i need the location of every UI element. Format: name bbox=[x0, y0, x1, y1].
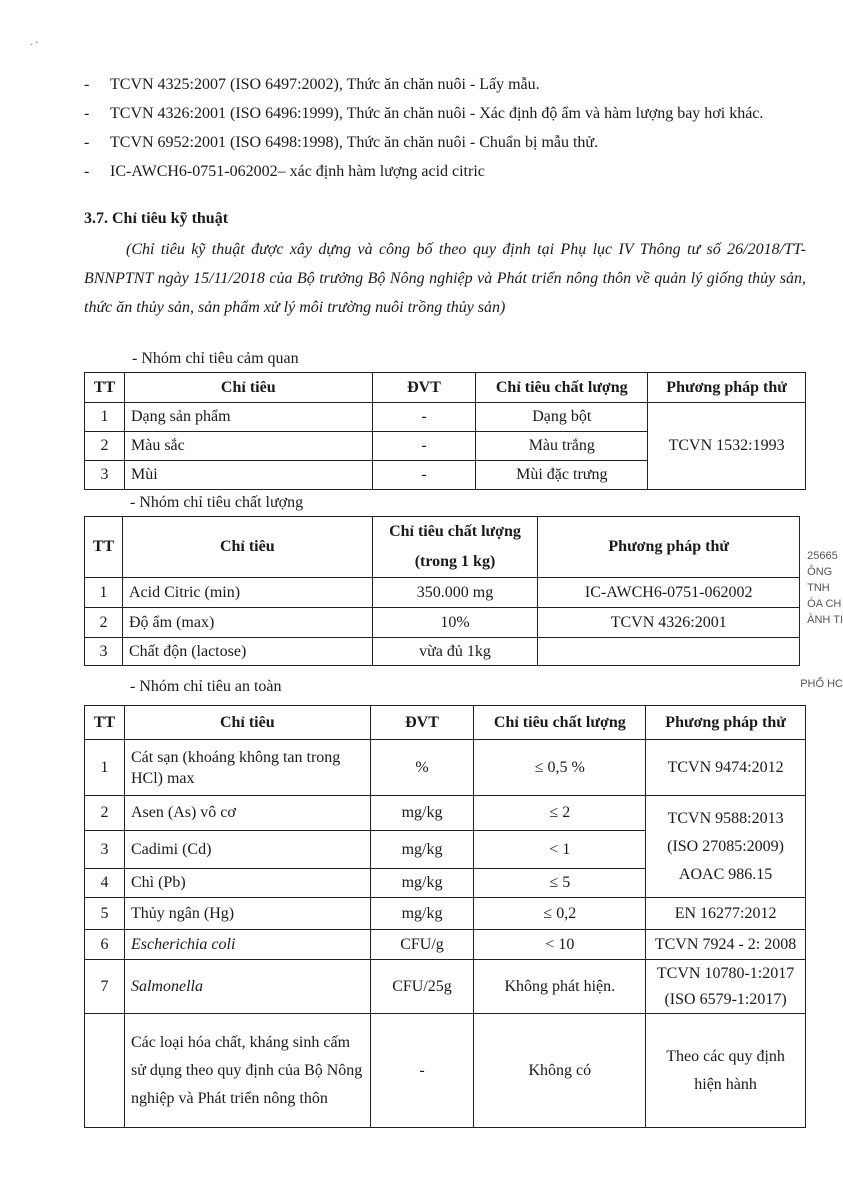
cell: Cát sạn (khoáng không tan trong HCl) max bbox=[124, 740, 370, 796]
cell: Mùi đặc trưng bbox=[476, 461, 648, 490]
cell: Màu trắng bbox=[476, 432, 648, 461]
header-cell: Chỉ tiêu bbox=[124, 373, 372, 403]
table-row bbox=[85, 403, 806, 432]
cell: Chì (Pb) bbox=[124, 869, 370, 898]
cell: 1 bbox=[85, 578, 123, 608]
cell: 10% bbox=[372, 608, 538, 638]
table-row bbox=[85, 930, 806, 960]
cell: ≤ 5 bbox=[474, 869, 646, 898]
cell: ≤ 0,2 bbox=[474, 898, 646, 930]
table-row bbox=[85, 1014, 806, 1128]
cell: Salmonella bbox=[124, 960, 370, 1014]
list-item: - TCVN 4326:2001 (ISO 6496:1999), Thức ăn chăn nuôi - Xác định độ ẩm và hàm lượng bay hơi khác. bbox=[84, 105, 764, 122]
cell: - bbox=[372, 461, 476, 490]
cell: Theo các quy định hiện hành bbox=[646, 1014, 806, 1128]
cell: Không có bbox=[474, 1014, 646, 1128]
quality-table bbox=[84, 516, 800, 666]
cell: - bbox=[372, 403, 476, 432]
cell: mg/kg bbox=[370, 831, 474, 869]
cell: 1 bbox=[85, 403, 125, 432]
standards-list bbox=[84, 70, 804, 186]
table-header-row bbox=[85, 517, 800, 578]
cell: - bbox=[370, 1014, 474, 1128]
cell: Màu sắc bbox=[124, 432, 372, 461]
cell: 5 bbox=[85, 898, 125, 930]
method-cell: TCVN 1532:1993 bbox=[648, 403, 806, 490]
safety-table bbox=[84, 705, 806, 1128]
table-header-row bbox=[85, 373, 806, 403]
list-item: - TCVN 6952:2001 (ISO 6498:1998), Thức ăn chăn nuôi - Chuẩn bị mẫu thử. bbox=[84, 134, 599, 151]
header-cell: TT bbox=[85, 373, 125, 403]
table-header-row bbox=[85, 706, 806, 740]
list-item: - TCVN 4325:2007 (ISO 6497:2002), Thức ăn chăn nuôi - Lấy mẫu. bbox=[84, 76, 540, 93]
table-row bbox=[85, 578, 800, 608]
table-row bbox=[85, 898, 806, 930]
cell: mg/kg bbox=[370, 869, 474, 898]
cell: Asen (As) vô cơ bbox=[124, 796, 370, 831]
cell: Dạng sản phẩm bbox=[124, 403, 372, 432]
header-cell: Chỉ tiêu chất lượng bbox=[474, 706, 646, 740]
cell: 3 bbox=[85, 638, 123, 666]
table-row bbox=[85, 740, 806, 796]
cell: % bbox=[370, 740, 474, 796]
cell: 3 bbox=[85, 831, 125, 869]
header-cell: Phương pháp thử bbox=[538, 517, 800, 578]
cell: 4 bbox=[85, 869, 125, 898]
cell: Thủy ngân (Hg) bbox=[124, 898, 370, 930]
group-label-safety: - Nhóm chỉ tiêu an toàn bbox=[130, 678, 282, 695]
cell: Cadimi (Cd) bbox=[124, 831, 370, 869]
group-label-sensory: - Nhóm chỉ tiêu cảm quan bbox=[132, 350, 299, 367]
cell: TCVN 10780-1:2017 (ISO 6579-1:2017) bbox=[646, 960, 806, 1014]
cell bbox=[538, 638, 800, 666]
header-cell: Chỉ tiêu bbox=[124, 706, 370, 740]
cell: IC-AWCH6-0751-062002 bbox=[538, 578, 800, 608]
cell: vừa đủ 1kg bbox=[372, 638, 538, 666]
cell: Mùi bbox=[124, 461, 372, 490]
header-cell: Chỉ tiêu chất lượng (trong 1 kg) bbox=[372, 517, 538, 578]
cell: ≤ 0,5 % bbox=[474, 740, 646, 796]
cell: < 1 bbox=[474, 831, 646, 869]
stamp-fragment: PHỐ HC bbox=[800, 678, 843, 690]
cell: Không phát hiện. bbox=[474, 960, 646, 1014]
cell: mg/kg bbox=[370, 796, 474, 831]
table-row bbox=[85, 638, 800, 666]
scan-speck: · ' bbox=[30, 40, 38, 51]
header-cell: TT bbox=[85, 517, 123, 578]
cell: Chất độn (lactose) bbox=[122, 638, 372, 666]
cell: TCVN 4326:2001 bbox=[538, 608, 800, 638]
header-cell: Phương pháp thử bbox=[646, 706, 806, 740]
table-row bbox=[85, 960, 806, 1014]
cell: 2 bbox=[85, 608, 123, 638]
header-cell: Chỉ tiêu chất lượng bbox=[476, 373, 648, 403]
cell bbox=[85, 1014, 125, 1128]
header-cell: ĐVT bbox=[372, 373, 476, 403]
list-item: - IC-AWCH6-0751-062002– xác định hàm lượng acid citric bbox=[84, 163, 485, 180]
cell: mg/kg bbox=[370, 898, 474, 930]
header-cell: Phương pháp thử bbox=[648, 373, 806, 403]
cell: Escherichia coli bbox=[124, 930, 370, 960]
table-row bbox=[85, 608, 800, 638]
cell: ≤ 2 bbox=[474, 796, 646, 831]
cell: TCVN 7924 - 2: 2008 bbox=[646, 930, 806, 960]
group-label-quality: - Nhóm chỉ tiêu chất lượng bbox=[130, 494, 304, 511]
cell: 2 bbox=[85, 796, 125, 831]
cell: - bbox=[372, 432, 476, 461]
cell: 350.000 mg bbox=[372, 578, 538, 608]
cell: < 10 bbox=[474, 930, 646, 960]
sensory-table bbox=[84, 372, 806, 490]
cell: 6 bbox=[85, 930, 125, 960]
cell: CFU/25g bbox=[370, 960, 474, 1014]
stamp-fragment: 25665 ÔNG TNH ÓA CH ÀNH TI bbox=[807, 550, 843, 626]
section-title: 3.7. Chỉ tiêu kỹ thuật bbox=[84, 210, 229, 227]
cell: Acid Citric (min) bbox=[122, 578, 372, 608]
method-cell: TCVN 9588:2013 (ISO 27085:2009) AOAC 986.15 bbox=[646, 796, 806, 898]
cell: Dạng bột bbox=[476, 403, 648, 432]
cell: 7 bbox=[85, 960, 125, 1014]
header-cell: TT bbox=[85, 706, 125, 740]
table-row bbox=[85, 796, 806, 831]
cell: 2 bbox=[85, 432, 125, 461]
cell: EN 16277:2012 bbox=[646, 898, 806, 930]
cell: 1 bbox=[85, 740, 125, 796]
cell: Các loại hóa chất, kháng sinh cấm sử dụng theo quy định của Bộ Nông nghiệp và Phát triển nông thôn bbox=[124, 1014, 370, 1128]
cell: TCVN 9474:2012 bbox=[646, 740, 806, 796]
cell: 3 bbox=[85, 461, 125, 490]
section-note: (Chỉ tiêu kỹ thuật được xây dựng và công bố theo quy định tại Phụ lục IV Thông tư số 26/2018/TT-BNNPTNT ngày 15/11/2018 của Bộ trưởng Bộ Nông nghiệp và Phát triển nông thôn về quản lý giống thủy sản, thức ăn thủy sản, sản phẩm xử lý môi trường nuôi trồng thủy sản) bbox=[84, 241, 806, 316]
header-cell: Chỉ tiêu bbox=[122, 517, 372, 578]
cell: Độ ẩm (max) bbox=[122, 608, 372, 638]
cell: CFU/g bbox=[370, 930, 474, 960]
header-cell: ĐVT bbox=[370, 706, 474, 740]
